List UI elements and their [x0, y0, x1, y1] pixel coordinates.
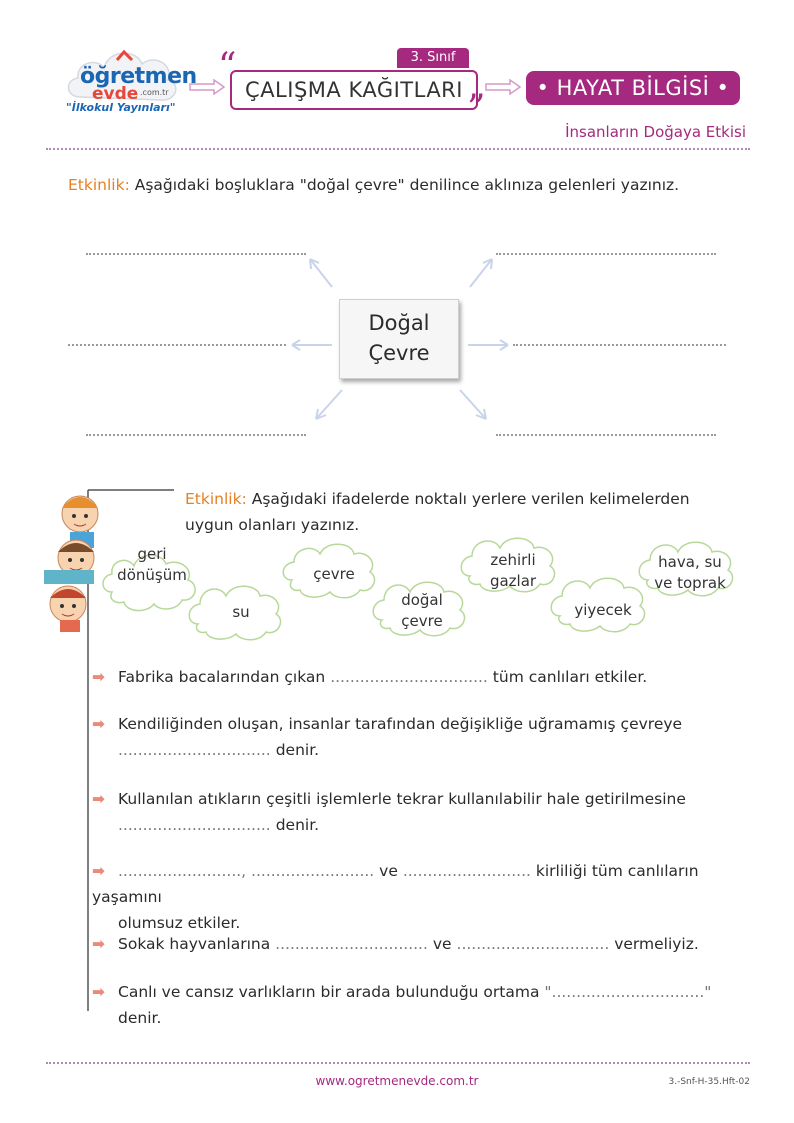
sentence-text: Sokak hayvanlarına: [118, 935, 271, 953]
sentence-text: Kullanılan atıkların çeşitli işlemlerle tekrar kullanılabilir hale getirilmesine: [118, 790, 686, 808]
instruction-text: Aşağıdaki boşluklara "doğal çevre" denilince aklınıza gelenleri yazınız.: [134, 176, 680, 194]
activity1-instruction: [68, 176, 679, 194]
sentence-text: tüm canlıları etkiler.: [492, 668, 648, 686]
sentence-text: kirliliği tüm canlıların yaşamını: [92, 862, 699, 906]
sentence-2: [92, 711, 732, 763]
sentence-text: Canlı ve cansız varlıkların bir arada bulunduğu ortama: [118, 983, 540, 1001]
topic-title: İnsanların Doğaya Etkisi: [565, 123, 746, 141]
sentence-6: [92, 979, 732, 1031]
word-option-line: gazlar: [489, 572, 537, 590]
answer-line[interactable]: [496, 253, 716, 255]
sentence-text: ve: [432, 935, 452, 953]
word-option-line: zehirli: [490, 551, 536, 569]
pencil-arrow-icon: ➡: [92, 668, 105, 686]
word-option-line: dönüşüm: [117, 566, 187, 584]
answer-blank[interactable]: ...............................: [118, 816, 271, 834]
sentence-text: denir.: [275, 816, 320, 834]
sentence-5: [92, 931, 732, 957]
answer-blank[interactable]: ...............................: [275, 935, 428, 953]
answer-blank[interactable]: ..........................: [402, 862, 531, 880]
answer-blank[interactable]: ...............................: [118, 741, 271, 759]
word-option-line: çevre: [401, 612, 443, 630]
activity-label: Etkinlik:: [68, 176, 130, 194]
answer-blank[interactable]: .........................,: [118, 862, 247, 880]
pencil-arrow-icon: ➡: [92, 715, 105, 733]
sentence-text: Fabrika bacalarından çıkan: [118, 668, 326, 686]
close-quote-icon: ”: [467, 88, 486, 129]
subject-badge: • HAYAT BİLGİSİ •: [526, 71, 740, 105]
word-option: çevre: [313, 565, 355, 583]
center-concept-card: [339, 299, 459, 379]
word-option: yiyecek: [574, 601, 632, 619]
logo-text: öğretmen: [80, 64, 197, 89]
sentence-4: [92, 858, 732, 936]
word-option: [382, 590, 462, 632]
pencil-arrow-icon: ➡: [92, 790, 105, 808]
sentence-3: [92, 786, 732, 838]
activity-label: Etkinlik:: [185, 490, 247, 508]
answer-blank[interactable]: ...............................: [456, 935, 610, 953]
sentence-text: vermeliyiz.: [614, 935, 699, 953]
arrow-right-icon: [484, 79, 522, 95]
sentence-text: ve: [379, 862, 398, 880]
word-option-line: geri: [137, 545, 167, 563]
word-option-line: ve toprak: [654, 574, 726, 592]
logo-text-evde: evde: [92, 84, 139, 104]
sentence-text: Kendiliğinden oluşan, insanlar tarafından değişikliğe uğramamış çevreye: [118, 715, 683, 733]
word-option: [108, 544, 196, 586]
footer-url[interactable]: www.ogretmenevde.com.tr: [315, 1074, 479, 1088]
word-option-line: doğal: [401, 591, 443, 609]
grade-badge: 3. Sınıf: [397, 48, 469, 68]
pencil-arrow-icon: ➡: [92, 983, 105, 1001]
sentence-text: denir.: [118, 1009, 162, 1027]
header-divider: [46, 148, 750, 150]
logo-tagline: "İlkokul Yayınları": [66, 101, 176, 114]
center-line1: Doğal: [368, 311, 430, 335]
pencil-arrow-icon: ➡: [92, 862, 105, 880]
word-option-line: hava, su: [658, 553, 722, 571]
footer-code: 3.-Snf-H-35.Hft-02: [668, 1077, 750, 1087]
answer-line[interactable]: [68, 344, 286, 346]
center-line2: Çevre: [368, 341, 430, 365]
answer-line[interactable]: [86, 253, 306, 255]
sentence-text: denir.: [275, 741, 320, 759]
word-option: su: [232, 603, 250, 621]
sentence-text: olumsuz etkiler.: [118, 914, 241, 932]
sentence-1: [92, 664, 732, 690]
footer-divider: [46, 1062, 750, 1064]
word-option: [646, 552, 734, 594]
instruction-text: Aşağıdaki ifadelerde noktalı yerlere verilen kelimelerden uygun olanları yazınız.: [185, 490, 690, 534]
open-quote-icon: “: [218, 46, 237, 87]
page-title: ÇALIŞMA KAĞITLARI: [230, 70, 478, 110]
word-option: [470, 550, 556, 592]
answer-line[interactable]: [496, 434, 716, 436]
logo-domain: .com.tr: [140, 88, 169, 97]
answer-line[interactable]: [513, 344, 726, 346]
answer-blank[interactable]: ................................: [330, 668, 488, 686]
pencil-arrow-icon: ➡: [92, 935, 105, 953]
answer-blank[interactable]: "...............................": [544, 983, 712, 1001]
answer-blank[interactable]: .........................: [251, 862, 375, 880]
answer-line[interactable]: [86, 434, 306, 436]
